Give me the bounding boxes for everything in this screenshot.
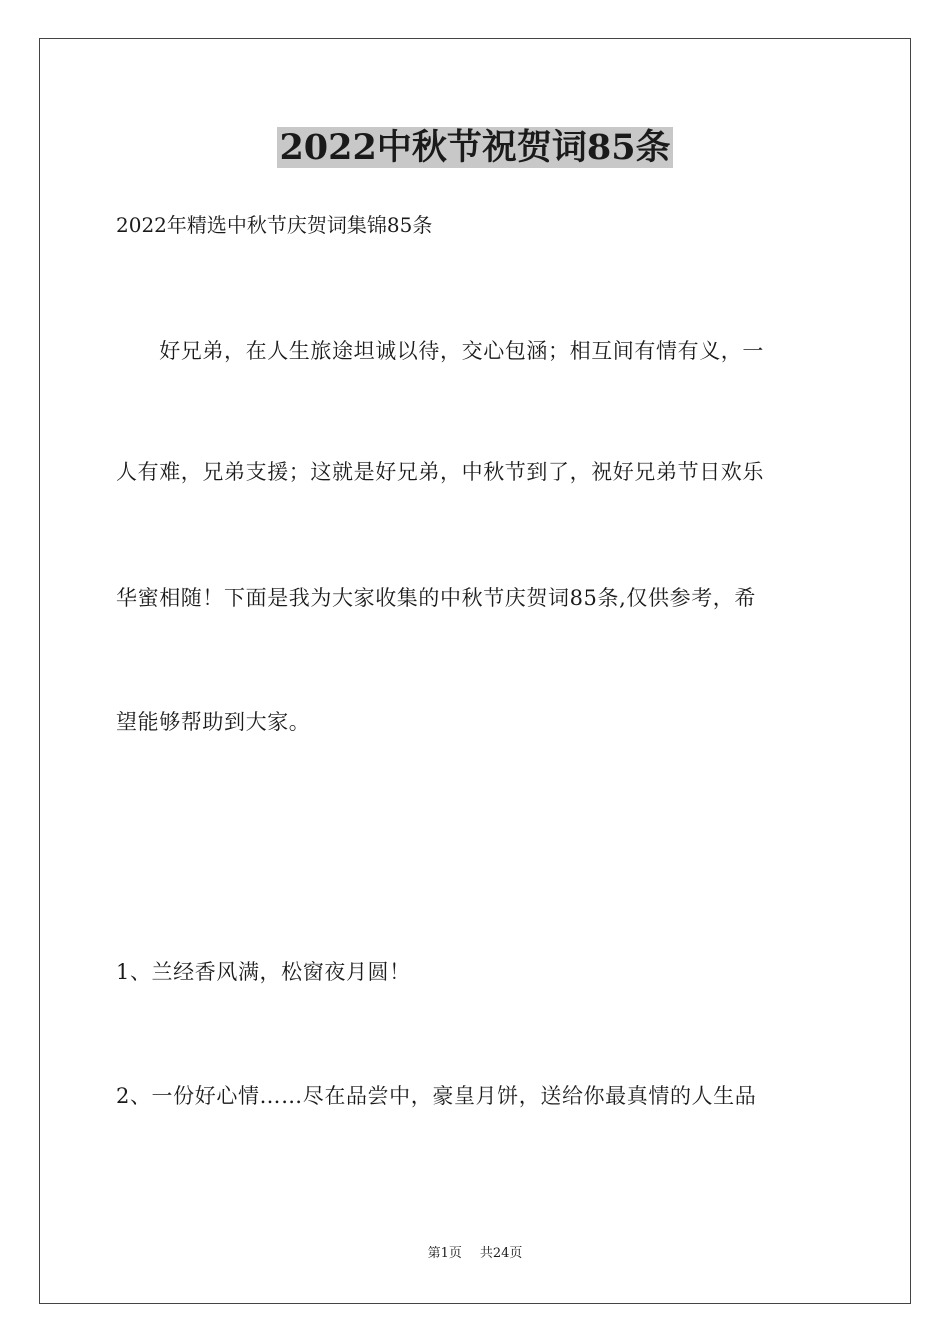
page-number: 第1页 [427,1246,462,1261]
body-line-1: 好兄弟，在人生旅途坦诚以待，交心包涵；相互间有情有义，一 [116,339,764,363]
body-line-4: 望能够帮助到大家。 [116,710,311,734]
document-subtitle: 2022年精选中秋节庆贺词集锦85条 [116,213,433,237]
body-line-2: 人有难，兄弟支援；这就是好兄弟，中秋节到了，祝好兄弟节日欢乐 [116,460,764,484]
document-title [0,124,950,172]
page-total: 共24页 [479,1246,523,1261]
page-footer [0,1245,950,1263]
body-line-3: 华蜜相随！下面是我为大家收集的中秋节庆贺词85条,仅供参考，希 [116,586,756,610]
list-item-2: 2、一份好心情……尽在品尝中，豪皇月饼，送给你最真情的人生品 [116,1084,757,1108]
document-title-text: 2022中秋节祝贺词85条 [279,127,671,168]
list-item-1: 1、兰经香风满，松窗夜月圆！ [116,960,411,984]
